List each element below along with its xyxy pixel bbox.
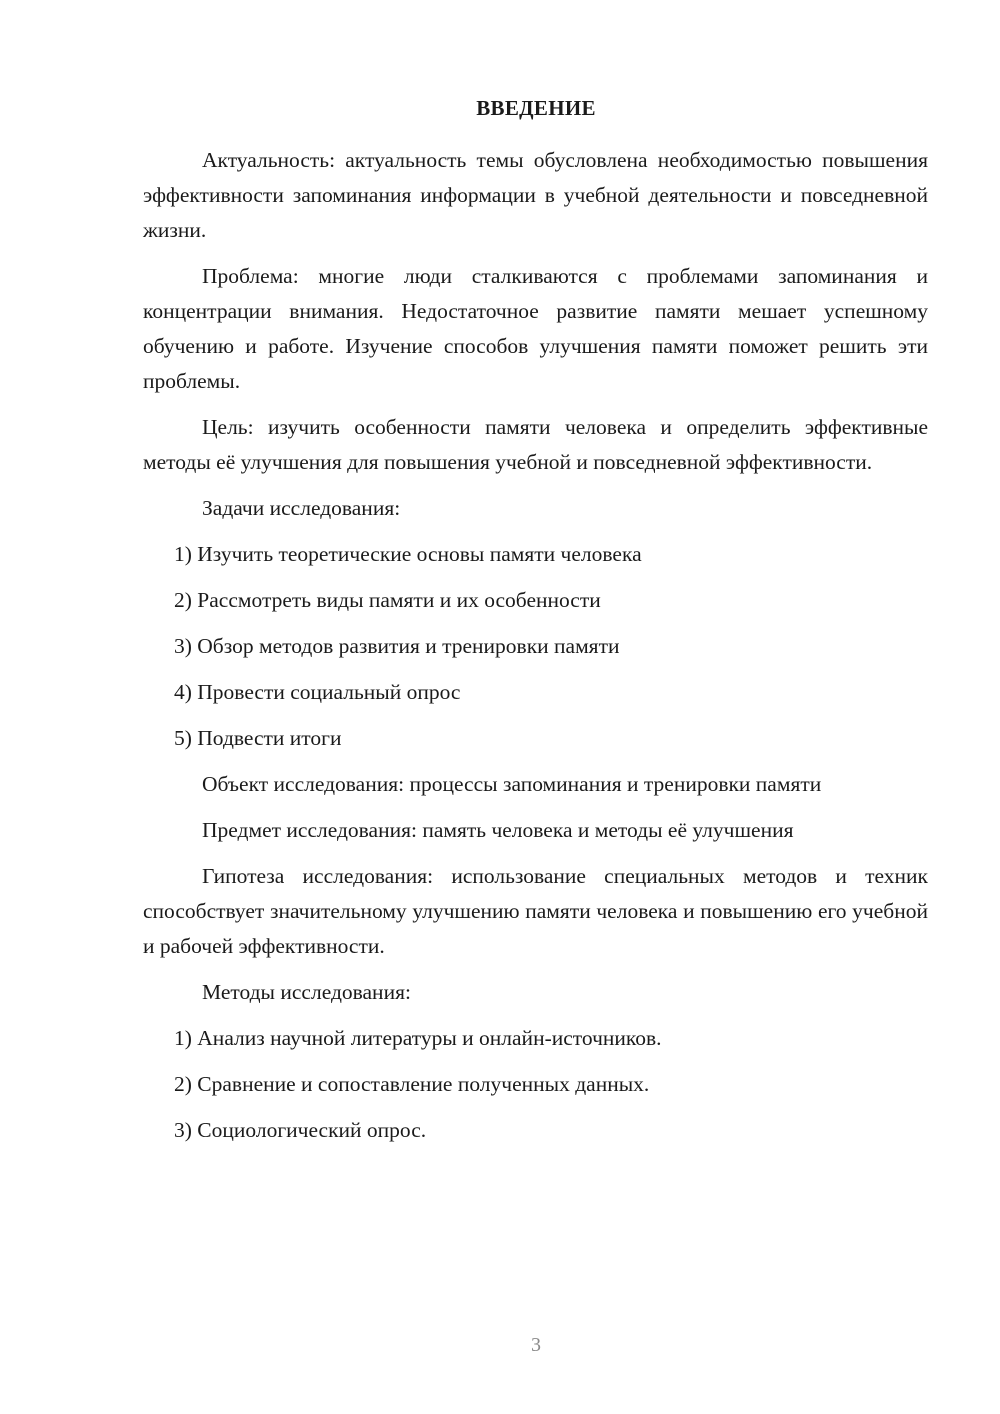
list-item: 1) Изучить теоретические основы памяти человека — [174, 542, 642, 566]
hypothesis-paragraph: Гипотеза исследования: использование специальных методов и техник способствует значительному улучшению памяти человека и повышению его учебной и рабочей эффективности. — [143, 864, 928, 958]
list-item: 2) Рассмотреть виды памяти и их особенности — [174, 588, 601, 612]
page-number: 3 — [531, 1334, 541, 1356]
list-item: 3) Обзор методов развития и тренировки памяти — [174, 634, 620, 658]
list-item: 3) Социологический опрос. — [174, 1118, 427, 1142]
list-item: 1) Анализ научной литературы и онлайн-источников. — [174, 1026, 662, 1050]
subject-paragraph: Предмет исследования: память человека и методы её улучшения — [202, 818, 794, 842]
document-body — [143, 143, 928, 1159]
tasks-heading: Задачи исследования: — [202, 496, 401, 520]
problem-paragraph: Проблема: многие люди сталкиваются с проблемами запоминания и концентрации внимания. Недостаточное развитие памяти мешает успешному обучению и работе. Изучение способов улучшения памяти поможет решить эти проблемы. — [143, 264, 928, 393]
section-title: ВВЕДЕНИЕ — [476, 96, 596, 120]
relevance-paragraph: Актуальность: актуальность темы обусловлена необходимостью повышения эффективности запоминания информации в учебной деятельности и повседневной жизни. — [143, 148, 928, 242]
methods-heading: Методы исследования: — [202, 980, 411, 1004]
methods-list — [143, 1021, 928, 1148]
object-paragraph: Объект исследования: процессы запоминания и тренировки памяти — [202, 772, 822, 796]
list-item: 4) Провести социальный опрос — [174, 680, 461, 704]
list-item: 2) Сравнение и сопоставление полученных данных. — [174, 1072, 650, 1096]
list-item: 5) Подвести итоги — [174, 726, 342, 750]
goal-paragraph: Цель: изучить особенности памяти человека и определить эффективные методы её улучшения для повышения учебной и повседневной эффективности. — [143, 415, 928, 474]
tasks-list — [143, 537, 928, 756]
